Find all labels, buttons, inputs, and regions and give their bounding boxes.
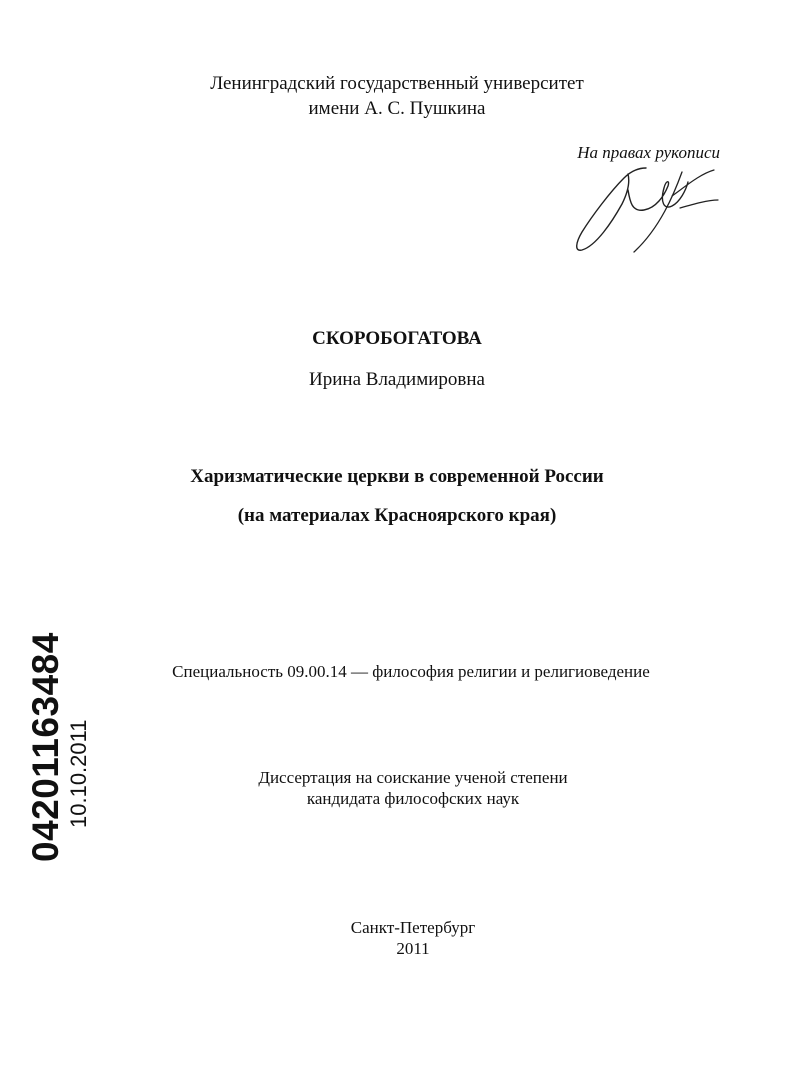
- library-stamp-number: 04201163484: [25, 632, 66, 862]
- dissertation-title-line1: Харизматические церкви в современной России: [190, 466, 604, 487]
- specialty-line: Специальность 09.00.14 — философия религии и религиоведение: [172, 662, 650, 681]
- dissertation-title-line2: (на материалах Красноярского края): [237, 505, 557, 526]
- author-given-names: Ирина Владимировна: [309, 369, 485, 390]
- manuscript-rights-label: На правах рукописи: [577, 143, 720, 162]
- degree-line1: Диссертация на соискание ученой степени: [258, 768, 568, 787]
- university-name-line1: Ленинградский государственный университет: [210, 73, 584, 94]
- university-name-line2: имени А. С. Пушкина: [308, 98, 486, 119]
- author-surname: СКОРОБОГАТОВА: [312, 328, 482, 349]
- year: 2011: [396, 939, 430, 958]
- city: Санкт-Петербург: [350, 918, 476, 937]
- author-signature: [568, 160, 728, 260]
- library-stamp-date: 10.10.2011: [66, 719, 91, 828]
- degree-line2: кандидата философских наук: [306, 789, 520, 808]
